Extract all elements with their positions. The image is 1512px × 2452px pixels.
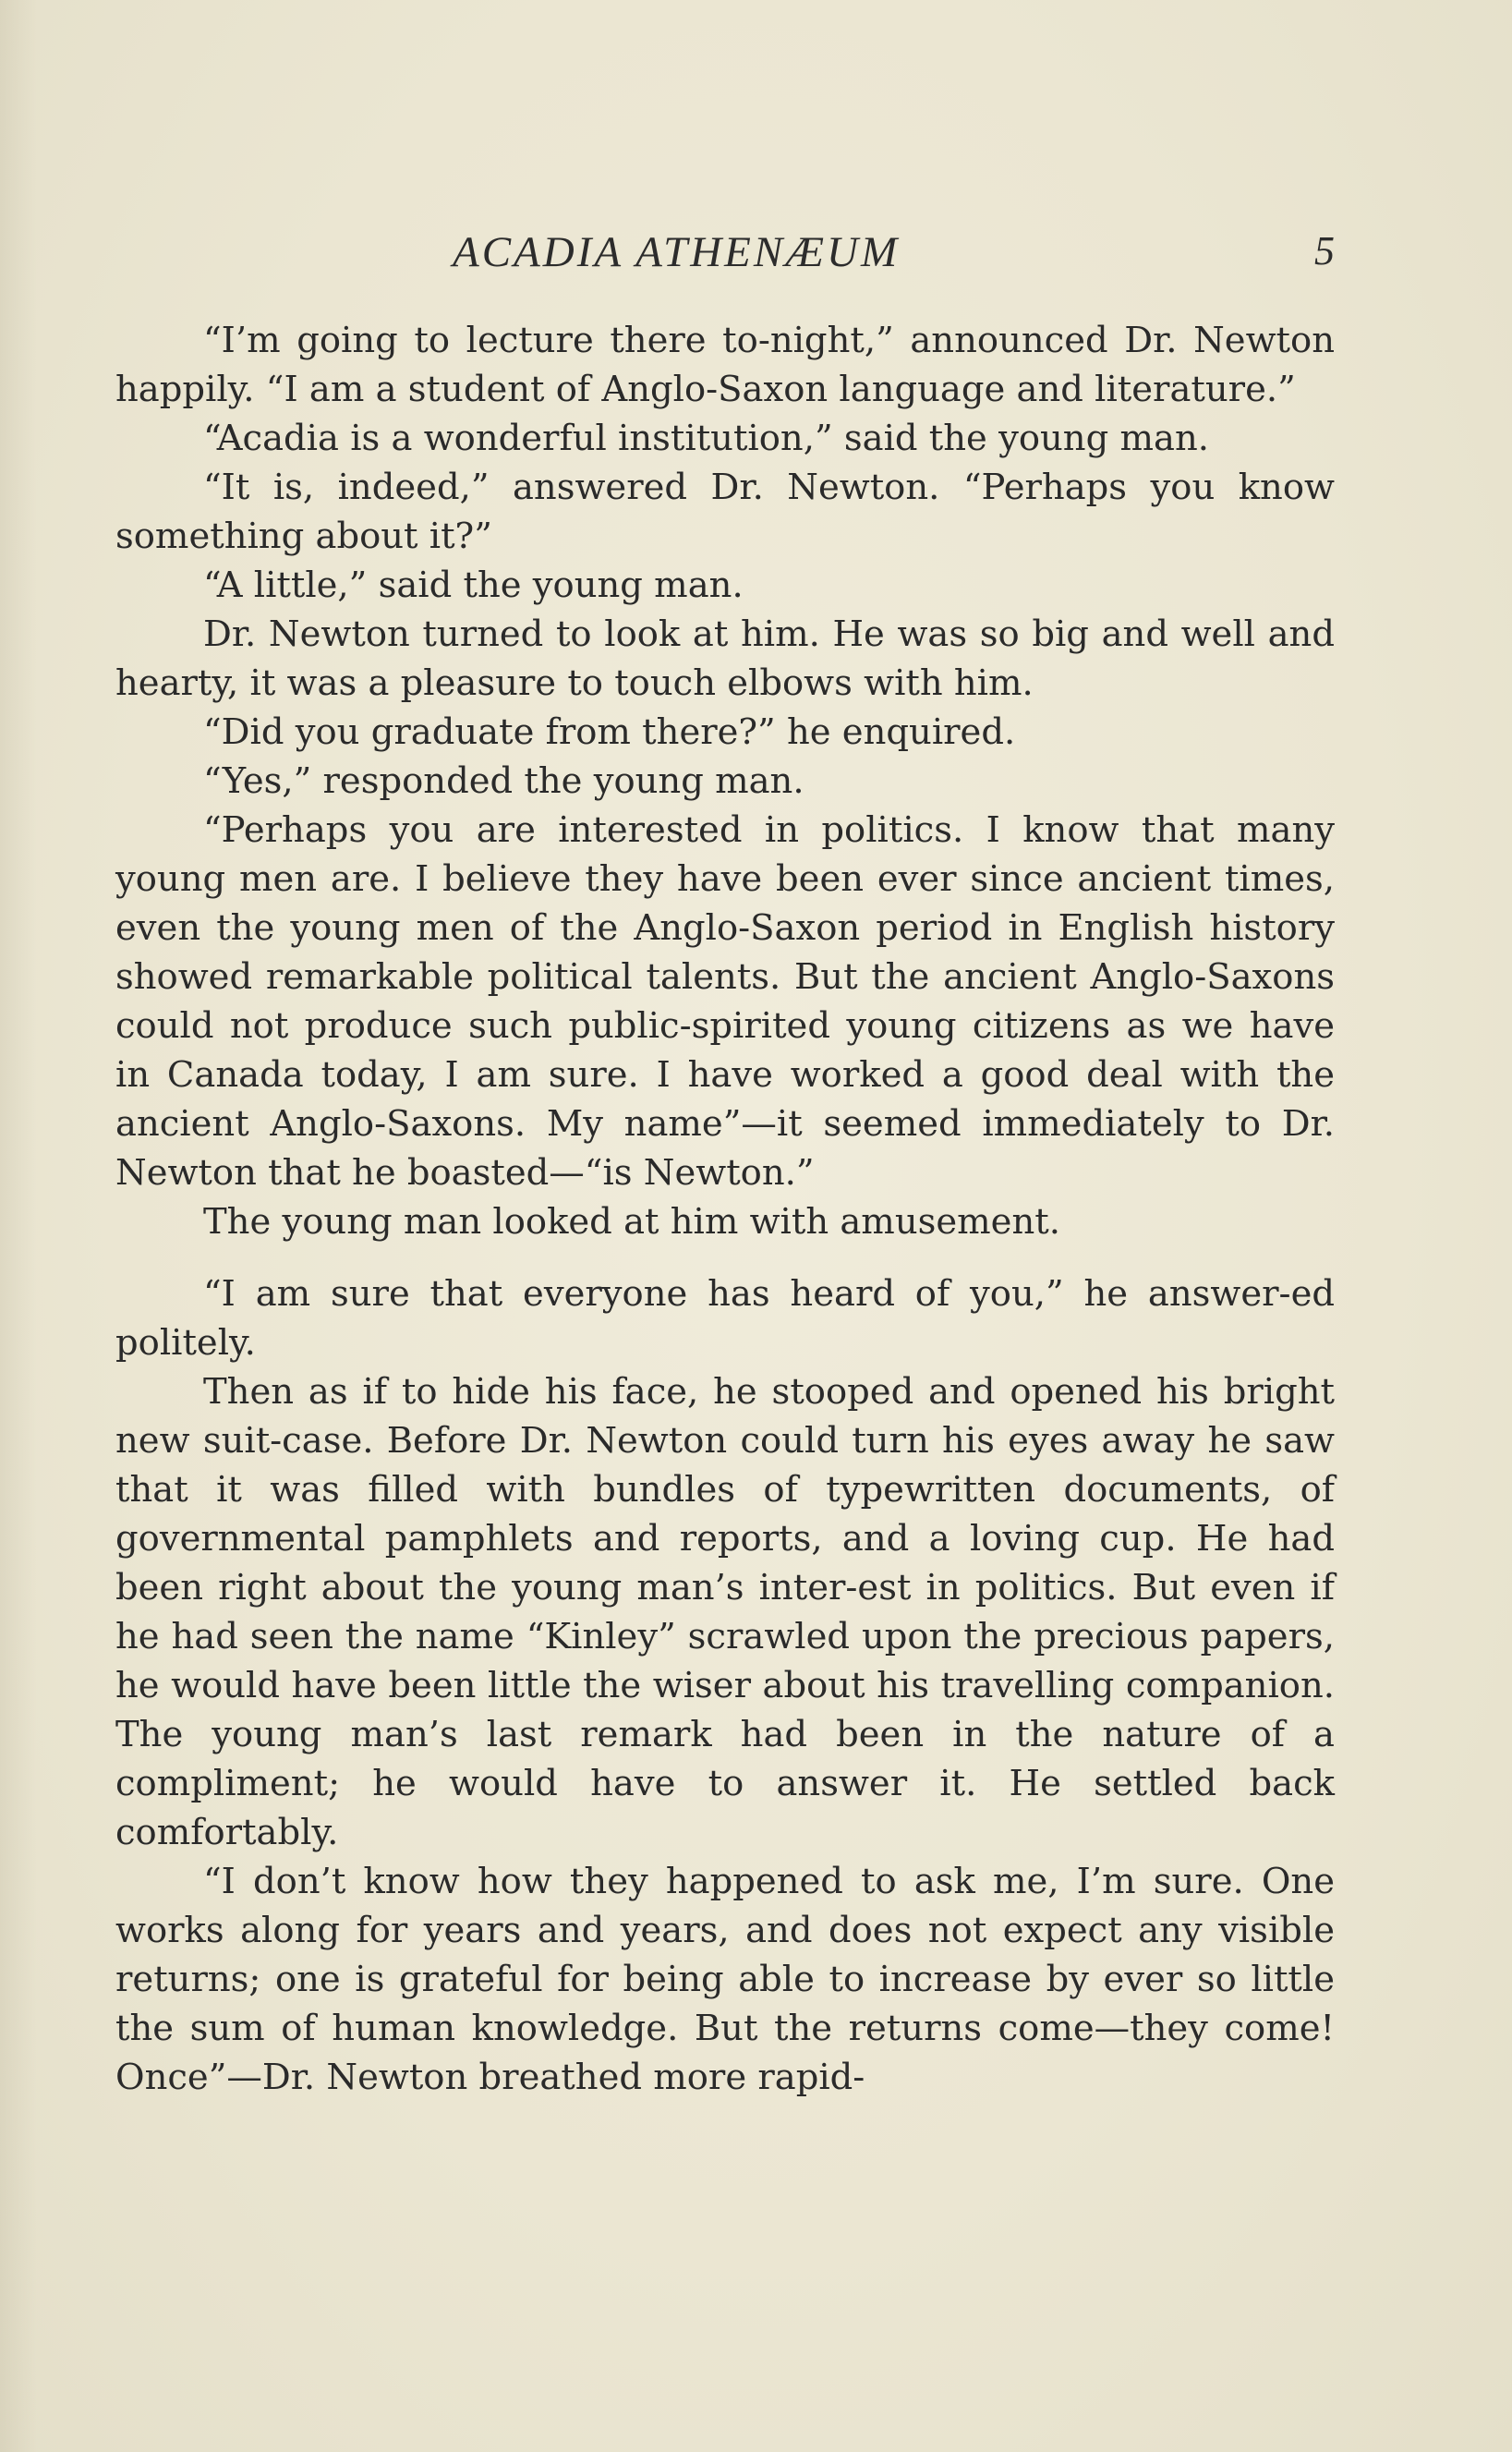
paragraph: “Did you graduate from there?” he enquired. [203, 711, 1016, 753]
paragraph: “Perhaps you are interested in politics. I know that many young men are. I believe they have been ever since ancient times, even the young men of the Anglo-Saxon period in English history showed remarkable political talents. But the ancient Anglo-Saxons could not produce such public-spirited young citizens as we have in Canada today, I am sure. I have worked a good deal with the ancient Anglo-Saxons. My name”—it seemed immediately to Dr. Newton that he boasted—“is Newton.” [115, 809, 1335, 1194]
paragraph: “A little,” said the young man. [203, 564, 744, 606]
journal-title: ACADIA ATHENÆUM [453, 228, 901, 276]
paragraph: “I’m going to lecture there to-night,” announced Dr. Newton happily. “I am a student of Anglo-Saxon language and literature.” [115, 320, 1335, 410]
paragraph: “Yes,” responded the young man. [203, 760, 804, 802]
paragraph: “I don’t know how they happened to ask me, I’m sure. One works along for years and years, and does not expect any visible returns; one is grateful for being able to increase by ever so little the sum of human knowledge. But the returns come—they come! Once”—Dr. Newton breathed more rapid- [115, 1861, 1335, 2098]
running-header [115, 227, 1335, 283]
paragraph: Dr. Newton turned to look at him. He was so big and well and hearty, it was a pleasure to touch elbows with him. [115, 613, 1335, 704]
page-number: 5 [1314, 228, 1335, 273]
paragraph: Then as if to hide his face, he stooped and opened his bright new suit-case. Before Dr. Newton could turn his eyes away he saw that it was filled with bundles of typewritten documents, of governmental pamphlets and reports, and a loving cup. He had been right about the young man’s inter-est in politics. But even if he had seen the name “Kinley” scrawled upon the precious papers, he would have been little the wiser about his travelling companion. The young man’s last remark had been in the nature of a compliment; he would have to answer it. He settled back comfortably. [115, 1371, 1335, 1853]
paragraph: “It is, indeed,” answered Dr. Newton. “Perhaps you know something about it?” [115, 467, 1335, 557]
body-text [115, 316, 1335, 2102]
paragraph: “I am sure that everyone has heard of you,” he answer-ed politely. [115, 1273, 1335, 1364]
paragraph: The young man looked at him with amusement. [203, 1201, 1060, 1243]
paragraph: “Acadia is a wonderful institution,” said the young man. [203, 418, 1209, 459]
